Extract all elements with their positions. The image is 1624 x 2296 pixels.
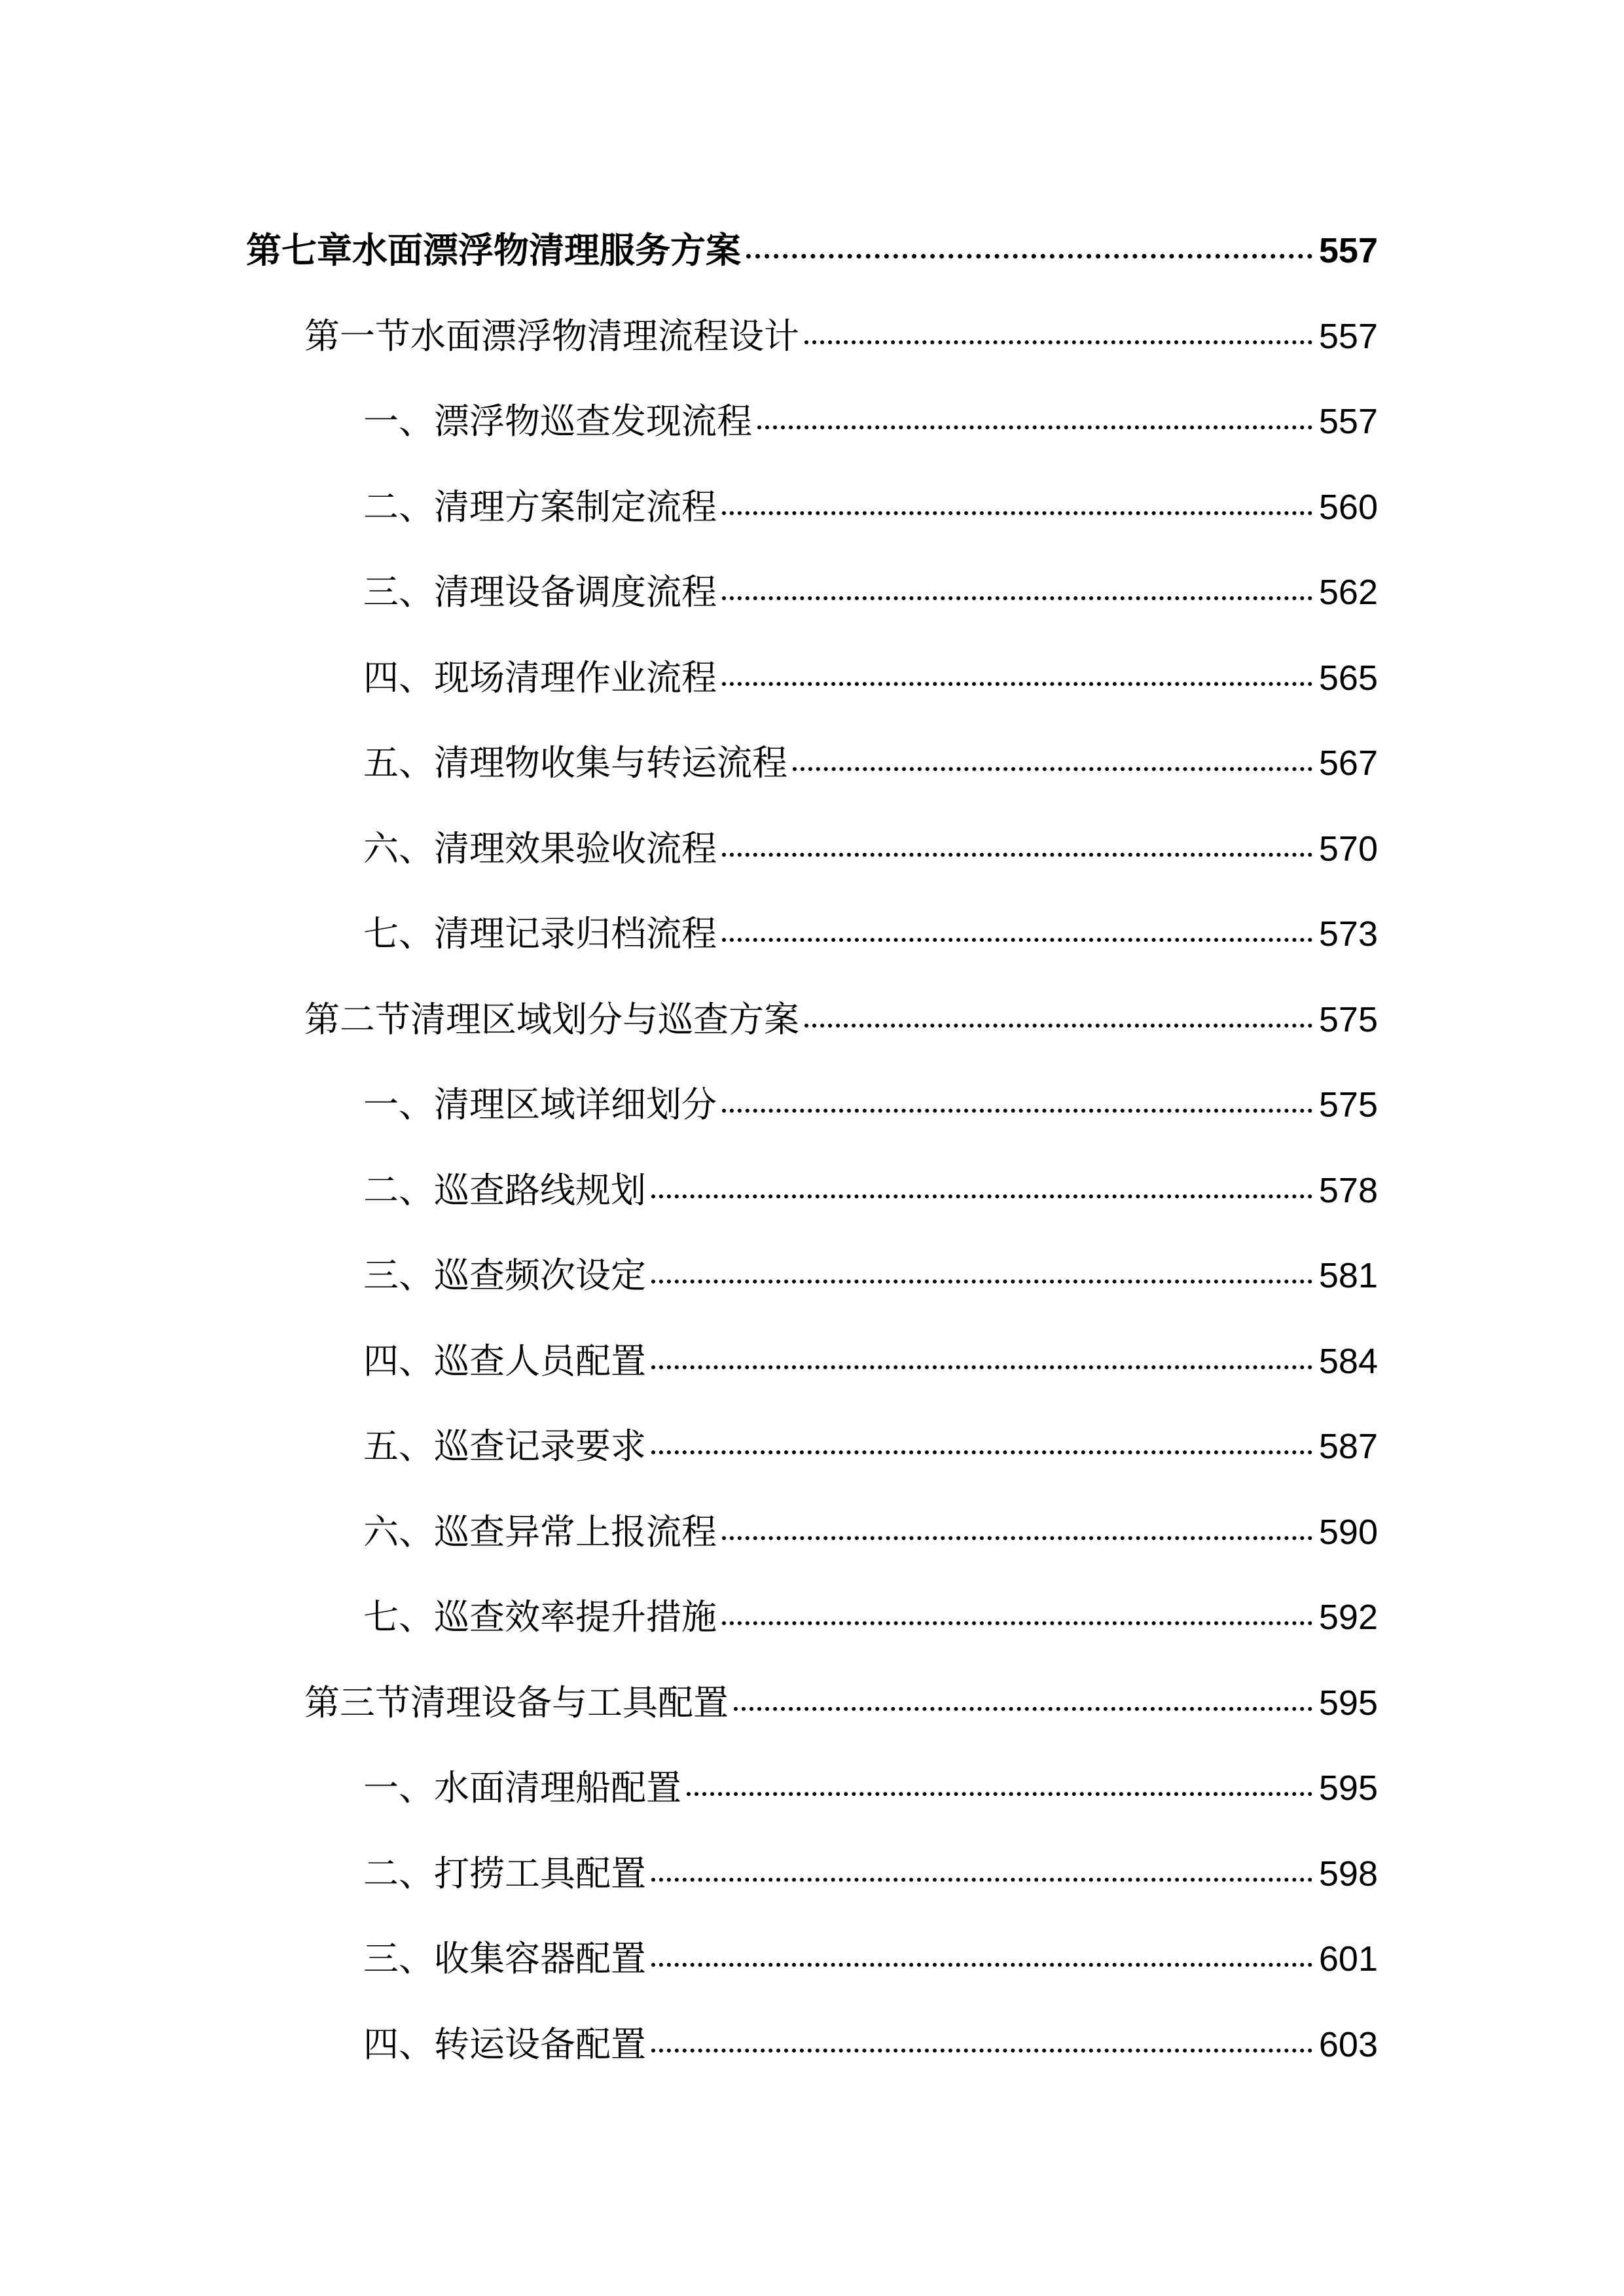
toc-entry-title: 第三节清理设备与工具配置 [304, 1681, 729, 1723]
toc-entry-section[interactable] [0, 1660, 1624, 1746]
dot-leader [651, 2049, 1312, 2053]
dot-leader [804, 1024, 1312, 1028]
toc-entry-title: 七、巡查效率提升措施 [363, 1596, 717, 1638]
dot-leader [804, 340, 1312, 344]
dot-leader [722, 1621, 1312, 1625]
toc-entry-title: 第二节清理区域划分与巡查方案 [304, 998, 799, 1040]
dot-leader [687, 1792, 1312, 1796]
toc-entry-title: 六、巡查异常上报流程 [363, 1511, 717, 1552]
toc-entry-page: 557 [1318, 231, 1378, 270]
toc-entry-subsection[interactable] [0, 721, 1624, 806]
toc-entry-title: 一、清理区域详细划分 [363, 1084, 717, 1125]
dot-leader [722, 596, 1312, 600]
toc-entry-page: 578 [1318, 1170, 1378, 1210]
toc-entry-page: 595 [1318, 1768, 1378, 1808]
toc-entry-subsection[interactable] [0, 806, 1624, 892]
toc-entry-chapter[interactable] [0, 208, 1624, 294]
toc-entry-page: 587 [1318, 1427, 1378, 1466]
toc-entry-page: 562 [1318, 573, 1378, 612]
toc-entry-title: 第一节水面漂浮物清理流程设计 [304, 315, 799, 357]
dot-leader [722, 511, 1312, 515]
toc-entry-title: 七、清理记录归档流程 [363, 913, 717, 954]
toc-entry-title: 二、清理方案制定流程 [363, 486, 717, 528]
toc-entry-subsection[interactable] [0, 550, 1624, 636]
toc-entry-title: 二、巡查路线规划 [363, 1169, 646, 1211]
toc-entry-title: 六、清理效果验收流程 [363, 827, 717, 869]
toc-entry-page: 590 [1318, 1512, 1378, 1552]
toc-entry-page: 573 [1318, 914, 1378, 954]
toc-entry-section[interactable] [0, 294, 1624, 380]
toc-entry-subsection[interactable] [0, 2002, 1624, 2088]
toc-entry-page: 595 [1318, 1683, 1378, 1723]
toc-entry-page: 575 [1318, 1085, 1378, 1124]
toc-entry-page: 598 [1318, 1854, 1378, 1893]
dot-leader [722, 853, 1312, 857]
dot-leader [746, 254, 1312, 259]
toc-entry-page: 557 [1318, 316, 1378, 356]
toc-entry-title: 二、打捞工具配置 [363, 1852, 646, 1894]
toc-entry-subsection[interactable] [0, 636, 1624, 721]
toc-entry-title: 第七章水面漂浮物清理服务方案 [246, 230, 741, 271]
toc-entry-page: 581 [1318, 1256, 1378, 1295]
toc-entry-subsection[interactable] [0, 1233, 1624, 1319]
toc-entry-page: 560 [1318, 487, 1378, 527]
toc-entry-title: 五、巡查记录要求 [363, 1426, 646, 1467]
toc-entry-title: 一、水面清理船配置 [363, 1767, 681, 1808]
toc-entry-subsection[interactable] [0, 891, 1624, 977]
toc-entry-subsection[interactable] [0, 1148, 1624, 1234]
dot-leader [722, 682, 1312, 686]
dot-leader [722, 1109, 1312, 1113]
toc-entry-subsection[interactable] [0, 1746, 1624, 1831]
dot-leader [651, 1878, 1312, 1882]
dot-leader [722, 1536, 1312, 1540]
toc-entry-title: 四、巡查人员配置 [363, 1340, 646, 1382]
dot-leader [651, 1450, 1312, 1454]
toc-entry-page: 565 [1318, 658, 1378, 698]
dot-leader [651, 1194, 1312, 1198]
dot-leader [757, 425, 1312, 429]
toc-entry-page: 570 [1318, 829, 1378, 869]
toc-entry-title: 三、清理设备调度流程 [363, 571, 717, 613]
toc-entry-subsection[interactable] [0, 1831, 1624, 1917]
toc-entry-subsection[interactable] [0, 1490, 1624, 1575]
toc-entry-subsection[interactable] [0, 1404, 1624, 1490]
toc-entry-page: 557 [1318, 402, 1378, 441]
toc-entry-subsection[interactable] [0, 1575, 1624, 1660]
toc-entry-title: 四、现场清理作业流程 [363, 656, 717, 698]
toc-entry-subsection[interactable] [0, 1319, 1624, 1405]
toc-entry-title: 一、漂浮物巡查发现流程 [363, 401, 752, 442]
toc-entry-page: 592 [1318, 1598, 1378, 1637]
toc-entry-page: 601 [1318, 1939, 1378, 1979]
toc-entry-page: 575 [1318, 999, 1378, 1039]
toc-entry-subsection[interactable] [0, 379, 1624, 465]
toc-entry-title: 五、清理物收集与转运流程 [363, 742, 787, 783]
toc-entry-title: 三、收集容器配置 [363, 1938, 646, 1979]
toc-entry-subsection[interactable] [0, 1062, 1624, 1148]
toc-entry-title: 三、巡查频次设定 [363, 1255, 646, 1296]
toc-entry-page: 603 [1318, 2024, 1378, 2064]
dot-leader [651, 1365, 1312, 1369]
dot-leader [793, 767, 1312, 771]
dot-leader [651, 1280, 1312, 1283]
toc-entry-section[interactable] [0, 977, 1624, 1063]
toc-entry-subsection[interactable] [0, 1916, 1624, 2002]
toc-entry-page: 567 [1318, 744, 1378, 783]
dot-leader [722, 938, 1312, 942]
dot-leader [734, 1707, 1312, 1711]
dot-leader [651, 1963, 1312, 1967]
table-of-contents [0, 208, 1624, 2087]
toc-entry-title: 四、转运设备配置 [363, 2023, 646, 2065]
toc-entry-page: 584 [1318, 1341, 1378, 1381]
toc-entry-subsection[interactable] [0, 465, 1624, 550]
